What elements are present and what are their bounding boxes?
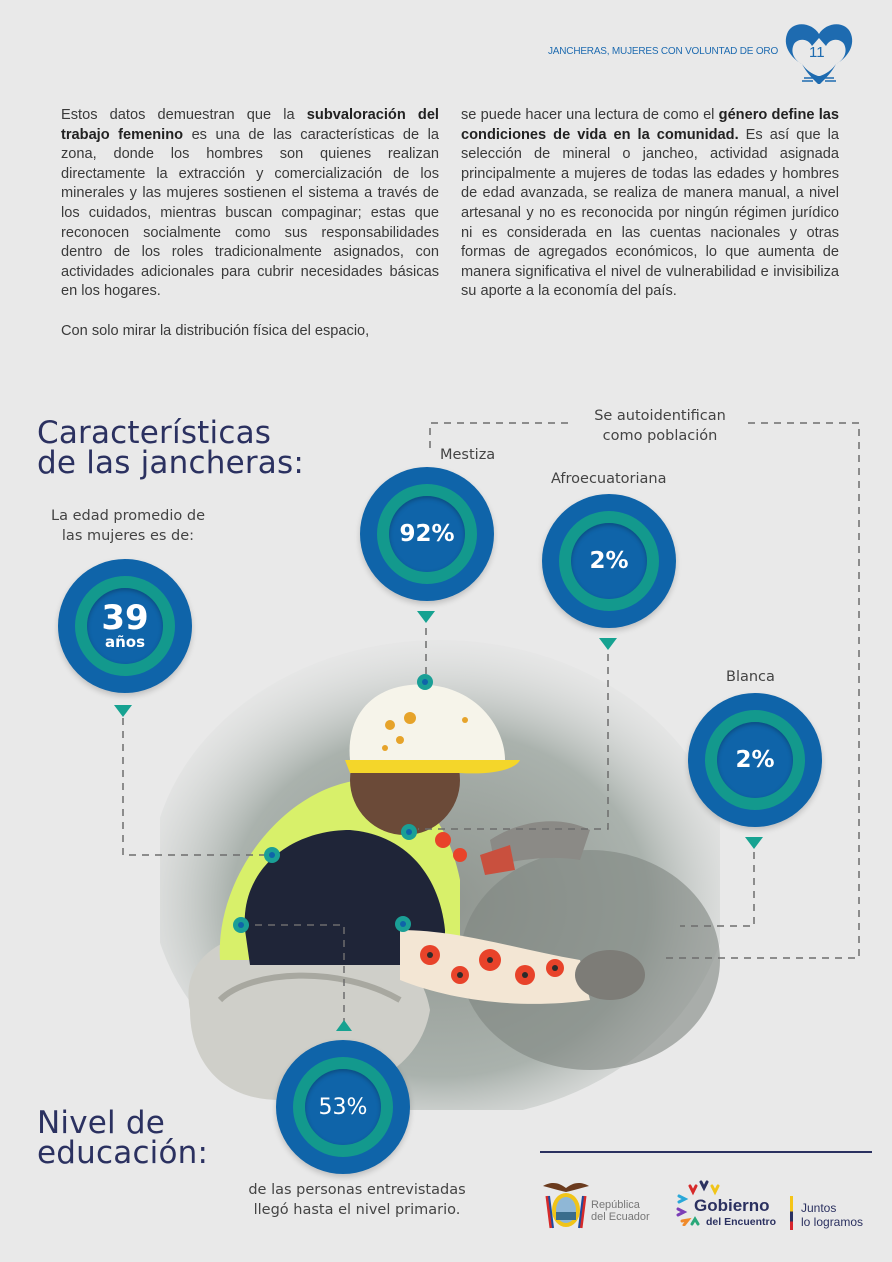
marker-dot-icon xyxy=(264,847,280,863)
mestiza-stat-circle xyxy=(360,467,494,601)
group-label-afroecuatoriana: Afroecuatoriana xyxy=(551,471,667,487)
age-unit: años xyxy=(104,633,146,651)
age-value: 39 xyxy=(101,598,149,638)
label-line: La edad promedio de xyxy=(51,508,205,524)
gobierno-logo-text: Gobierno xyxy=(694,1196,770,1215)
label-line: de las personas entrevistadas xyxy=(248,1182,466,1198)
pointer-down-icon xyxy=(417,611,435,623)
page-number: 11 xyxy=(809,44,825,61)
pointer-up-icon xyxy=(336,1020,352,1031)
logo-text-line: del Ecuador xyxy=(591,1211,650,1223)
gobierno-logo-subtext: del Encuentro xyxy=(706,1216,777,1228)
pointer-down-icon xyxy=(745,837,763,849)
pointer-down-icon xyxy=(599,638,617,650)
afroecuatoriana-stat-circle xyxy=(542,494,676,628)
education-stat-circle xyxy=(276,1040,410,1174)
pointer-down-icon xyxy=(114,705,132,717)
paragraph: Con solo mirar la distribución física del espacio, xyxy=(61,322,370,339)
marker-dot-icon xyxy=(233,917,249,933)
marker-dot-icon xyxy=(401,824,417,840)
emphasis-text: género define las condiciones de vida en la comunidad. xyxy=(461,107,840,143)
logo-text-line: Juntos xyxy=(801,1201,837,1215)
education-value: 53% xyxy=(318,1094,368,1120)
logo-text-line: lo logramos xyxy=(801,1215,864,1229)
section-title-characteristics xyxy=(37,415,304,481)
label-line: llegó hasta el nivel primario. xyxy=(253,1202,461,1218)
running-header: JANCHERAS, MUJERES CON VOLUNTAD DE ORO xyxy=(548,46,779,57)
text-run: Es así que la selección de mineral o jancheo, actividad asignada principalmente a mujeres de todas las edades y hombres de edad avanzada, se realiza de manera manual, a nivel artesanal y no es reconocida por ningún régimen jurídico ni es considerada en las cuentas nacionales y otras formas de agregados económicos, lo que aumenta de manera significativa el nivel de vulnerabilidad e invisibiliza su aporte a la economía del país. xyxy=(461,126,839,300)
marker-dot-icon xyxy=(395,916,411,932)
title-line: Nivel de xyxy=(37,1105,166,1141)
marker-dot-icon xyxy=(417,674,433,690)
footer-divider xyxy=(540,1151,872,1153)
ecuador-coat-of-arms-icon xyxy=(541,1178,591,1234)
afroecuatoriana-value: 2% xyxy=(589,548,629,574)
text-run: es una de las características de la zona, donde los hombres son quienes realizan directamente la extracción y comercialización de los minerales y las mujeres sostienen el sistema a través de los cuidados, mientras buscan compaginar; estas que reconocen socialmente como sus responsabilidades dentro de los roles tradicionalmente asignados, con actividades adicionales para cubrir necesidades básicas en los hogares. xyxy=(61,126,440,300)
age-label xyxy=(30,506,226,546)
title-line: educación: xyxy=(37,1135,209,1171)
logo-text-line: República xyxy=(591,1199,640,1211)
blanca-value: 2% xyxy=(735,747,775,773)
logo-divider xyxy=(790,1196,793,1230)
age-stat-circle xyxy=(58,559,192,693)
juntos-logo-text xyxy=(801,1201,863,1229)
title-line: de las jancheras: xyxy=(37,445,304,481)
blanca-stat-circle xyxy=(688,693,822,827)
text-run: Estos datos demuestran que la xyxy=(61,107,307,123)
mestiza-value: 92% xyxy=(399,521,455,547)
section-title-education xyxy=(37,1105,209,1171)
group-label-blanca: Blanca xyxy=(726,669,775,685)
title-line: Características xyxy=(37,415,272,451)
label-line: las mujeres es de: xyxy=(61,528,195,544)
self-identify-label xyxy=(565,406,755,446)
republica-ecuador-logo-text xyxy=(591,1199,650,1223)
text-run: se puede hacer una lectura de como el xyxy=(461,107,719,123)
emphasis-text: subvaloración del trabajo femenino xyxy=(61,107,439,143)
education-label xyxy=(222,1180,492,1220)
label-line: Se autoidentifican xyxy=(594,408,726,424)
label-line: como población xyxy=(602,428,718,444)
group-label-mestiza: Mestiza xyxy=(440,447,496,463)
